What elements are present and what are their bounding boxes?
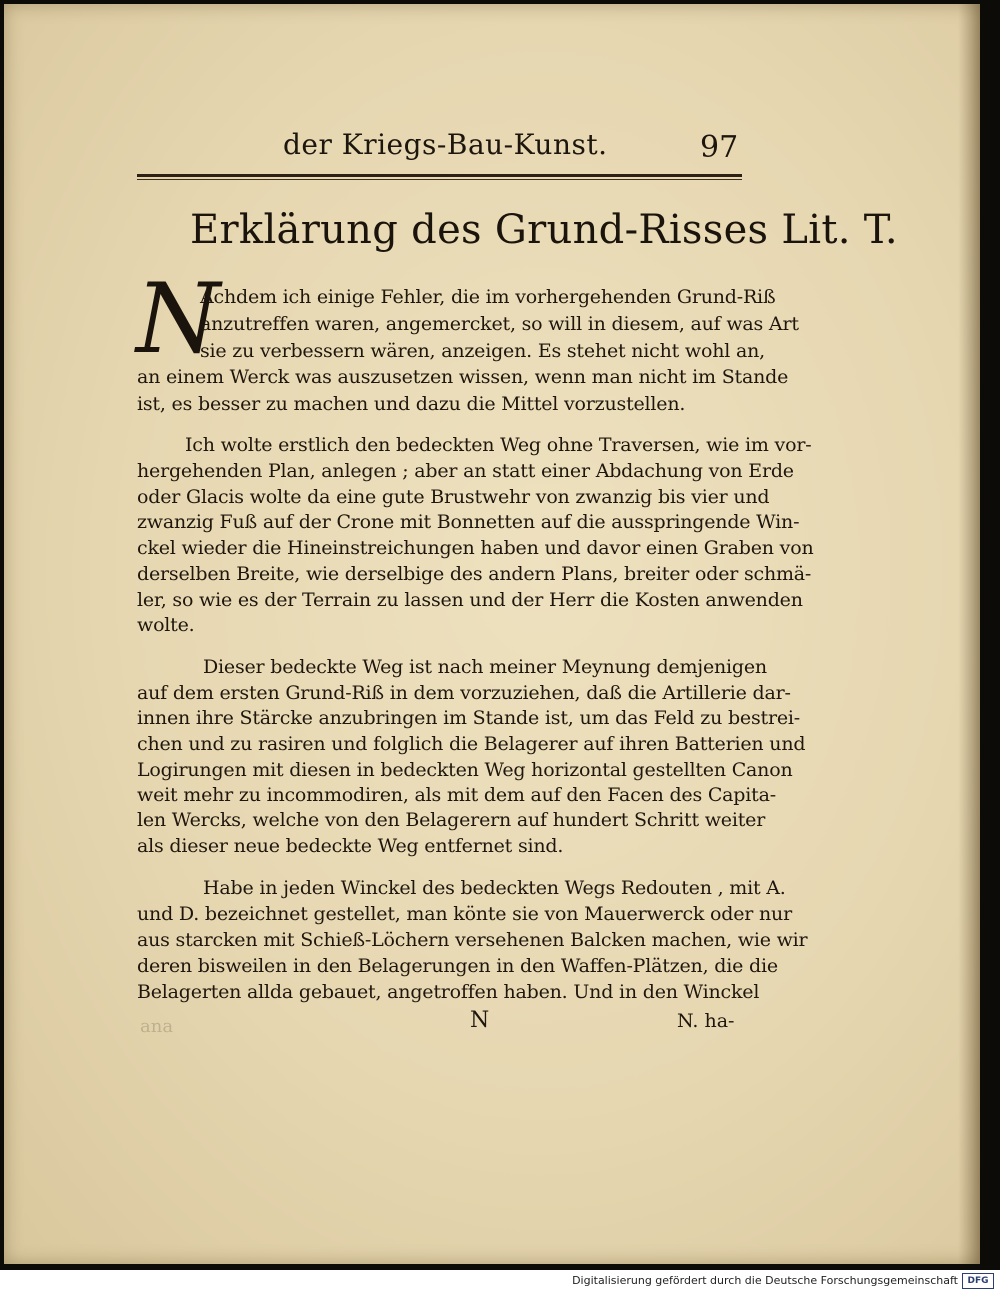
page-number: 97: [700, 130, 739, 165]
drop-cap: N: [136, 263, 220, 375]
text-line: als dieser neue bedeckte Weg entfernet sind.: [137, 835, 564, 857]
digitization-footer: [0, 1270, 1000, 1291]
text-line: zwanzig Fuß auf der Crone mit Bonnetten auf die ausspringende Win-: [137, 511, 800, 533]
text-line: hergehenden Plan, anlegen ; aber an statt einer Abdachung von Erde: [137, 460, 794, 482]
text-line: wolte.: [137, 614, 195, 636]
text-line: chen und zu rasiren und folglich die Belagerer auf ihren Batterien und: [137, 733, 806, 755]
text-line: Belagerten allda gebauet, angetroffen haben. Und in den Winckel: [137, 981, 760, 1003]
dfg-logo: DFG: [962, 1273, 994, 1289]
text-line: ist, es besser zu machen und dazu die Mittel vorzustellen.: [137, 393, 686, 415]
text-line: deren bisweilen in den Belagerungen in den Waffen-Plätzen, die die: [137, 955, 778, 977]
header-rule-thin: [137, 179, 742, 180]
text-line: anzutreffen waren, angemercket, so will in diesem, auf was Art: [200, 313, 799, 335]
running-title: der Kriegs-Bau-Kunst.: [283, 128, 608, 161]
text-line: auf dem ersten Grund-Riß in dem vorzuziehen, daß die Artillerie dar-: [137, 682, 791, 704]
text-line: ler, so wie es der Terrain zu lassen und der Herr die Kosten anwenden: [137, 589, 803, 611]
section-title: Erklärung des Grund-Risses Lit. T.: [190, 207, 898, 253]
text-line: Habe in jeden Winckel des bedeckten Wegs Redouten , mit A.: [203, 877, 786, 899]
text-line: weit mehr zu incommodiren, als mit dem auf den Facen des Capita-: [137, 784, 776, 806]
text-line: aus starcken mit Schieß-Löchern versehenen Balcken machen, wie wir: [137, 929, 808, 951]
text-line: Ich wolte erstlich den bedeckten Weg ohne Traversen, wie im vor-: [185, 434, 812, 456]
text-line: ckel wieder die Hineinstreichungen haben und davor einen Graben von: [137, 537, 814, 559]
text-line: innen ihre Stärcke anzubringen im Stande ist, um das Feld zu bestrei-: [137, 707, 800, 729]
text-line: derselben Breite, wie derselbige des andern Plans, breiter oder schmä-: [137, 563, 812, 585]
funding-credit: Digitalisierung gefördert durch die Deutsche Forschungsgemeinschaft: [572, 1274, 958, 1287]
signature-mark: N: [470, 1008, 490, 1033]
text-line: an einem Werck was auszusetzen wissen, wenn man nicht im Stande: [137, 366, 789, 388]
text-line: oder Glacis wolte da eine gute Brustwehr von zwanzig bis vier und: [137, 486, 770, 508]
text-line: und D. bezeichnet gestellet, man könte sie von Mauerwerck oder nur: [137, 903, 792, 925]
text-line: sie zu verbessern wären, anzeigen. Es stehet nicht wohl an,: [200, 340, 765, 362]
text-line: Dieser bedeckte Weg ist nach meiner Meynung demjenigen: [203, 656, 767, 678]
bleed-through-text: ana: [140, 1016, 174, 1037]
text-line: Logirungen mit diesen in bedeckten Weg horizontal gestellten Canon: [137, 759, 793, 781]
text-line: len Wercks, welche von den Belagerern auf hundert Schritt weiter: [137, 809, 766, 831]
header-rule: [137, 174, 742, 177]
text-line: Achdem ich einige Fehler, die im vorhergehenden Grund-Riß: [200, 286, 776, 308]
catchword: N. ha-: [677, 1010, 735, 1032]
